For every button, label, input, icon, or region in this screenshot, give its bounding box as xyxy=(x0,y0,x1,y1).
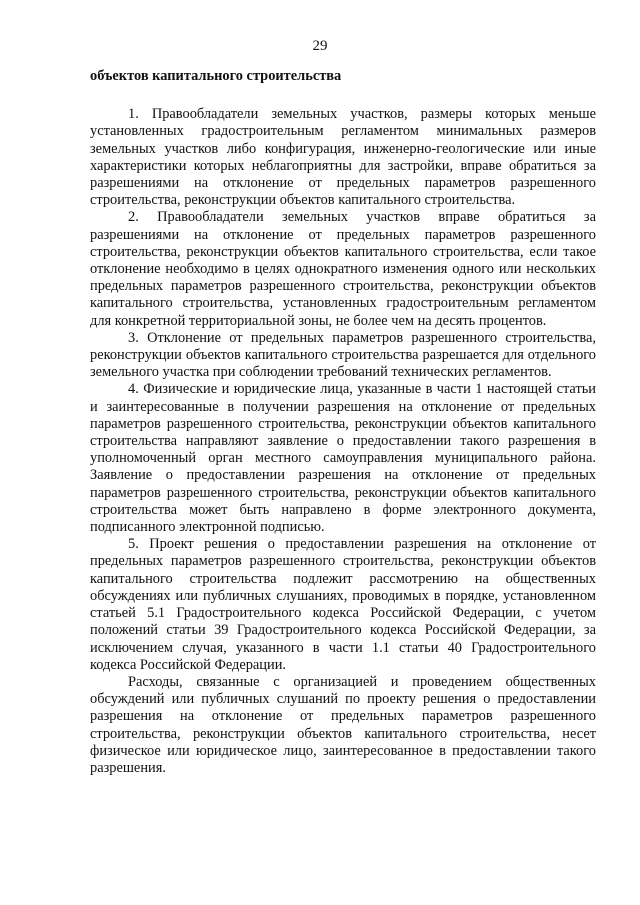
paragraph-expenses: Расходы, связанные с организацией и проведением общественных обсуждений или публичных слушаний по проекту решения о предоставлении разрешения на отклонение от предельных параметров разрешенного строительства, реконструкции объектов капитального строительства, несет физическое или юридическое лицо, заинтересованное в предоставлении такого разрешения. xyxy=(90,673,596,776)
document-body xyxy=(90,68,596,777)
page-number: 29 xyxy=(312,38,328,54)
section-heading: объектов капитального строительства xyxy=(90,68,342,84)
paragraph-4: 4. Физические и юридические лица, указанные в части 1 настоящей статьи и заинтересованные в получении разрешения на отклонение от предельных параметров разрешенного строительства, реконструкции объектов капитального строительства направляют заявление о предоставлении такого разрешения в уполномоченный орган местного самоуправления муниципального района. Заявление о предоставлении разрешения на отклонение от предельных параметров разрешенного строительства, реконструкции объектов капитального строительства может быть направлено в форме электронного документа, подписанного электронной подписью. xyxy=(90,381,596,536)
paragraph-3: 3. Отклонение от предельных параметров разрешенного строительства, реконструкции объектов капитального строительства разрешается для отдельного земельного участка при соблюдении требований технических регламентов. xyxy=(90,329,596,381)
paragraph-2: 2. Правообладатели земельных участков вправе обратиться за разрешениями на отклонение от предельных параметров разрешенного строительства, реконструкции объектов капитального строительства, если такое отклонение необходимо в целях однократного изменения одного или нескольких предельных параметров разрешенного строительства, реконструкции объектов капитального строительства, установленных градостроительным регламентом для конкретной территориальной зоны, не более чем на десять процентов. xyxy=(90,209,596,329)
paragraph-5: 5. Проект решения о предоставлении разрешения на отклонение от предельных параметров разрешенного строительства, реконструкции объектов капитального строительства подлежит рассмотрению на общественных обсуждениях или публичных слушаниях, проводимых в порядке, установленном статьей 5.1 Градостроительного кодекса Российской Федерации, с учетом положений статьи 39 Градостроительного кодекса Российской Федерации, за исключением случая, указанного в части 1.1 статьи 40 Градостроительного кодекса Российской Федерации. xyxy=(90,536,596,673)
paragraph-1: 1. Правообладатели земельных участков, размеры которых меньше установленных градостроительным регламентом минимальных размеров земельных участков либо конфигурация, инженерно-геологические или иные характеристики которых неблагоприятны для застройки, вправе обратиться за разрешениями на отклонение от предельных параметров разрешенного строительства, реконструкции объектов капитального строительства. xyxy=(90,106,596,209)
